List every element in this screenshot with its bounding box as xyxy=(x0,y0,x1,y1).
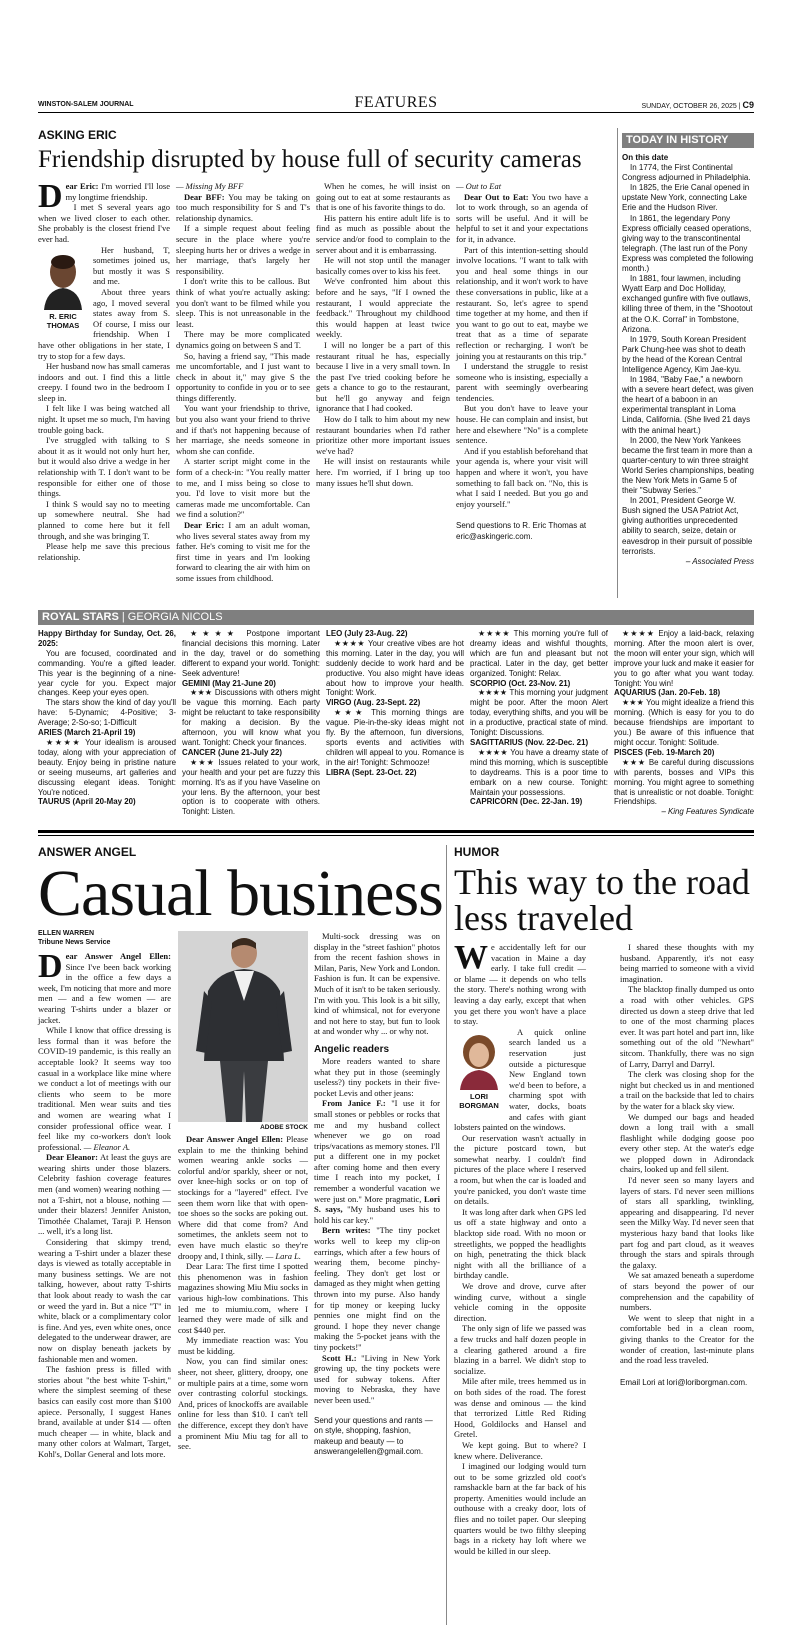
humor-divider xyxy=(446,845,447,1625)
stars-col-2 xyxy=(182,629,320,817)
letter2-lead: Dear Eric: xyxy=(184,520,225,530)
reply1-lead: Dear BFF: xyxy=(184,191,225,202)
humor-p7: Mile after mile, trees hemmed us in on both sides of the road. The forest was dense and ominous — the kind that terrorized Little Red Riding Hood, Goldilocks and Hansel and Gretel. xyxy=(454,1376,586,1440)
asking-eric-headline: Friendship disrupted by house full of security cameras xyxy=(38,146,582,173)
author-photo-block xyxy=(38,248,88,331)
sign-taurus: TAURUS (April 20-May 20) xyxy=(38,797,136,807)
stars-col-4 xyxy=(470,629,608,807)
section-title: FEATURES xyxy=(354,94,438,111)
humor-p9: I imagined our lodging would turn out to be some grizzled old coot's ramshackle barn at the far back of his property. Amenities would include an outhouse with a creaky door, lots of flies and no toilet paper. Our sleeping quarters would be two filthy sleeping bags in a rickety hay loft where we would be killed in our sleep. xyxy=(454,1461,586,1556)
letter-p9: Please help me save this precious relationship. xyxy=(38,541,170,562)
history-title: TODAY IN HISTORY xyxy=(622,133,754,148)
angel-p11: "I use it for small stones or pebbles or rocks that me and my husband collect whenever we go on road trips/vacations as memory stones. I'll put a different one in my pocket after coming home and then every time I reach into my pocket, I remember a wonderful vacation we were just on." More pragmatic, xyxy=(314,1098,440,1204)
photo-credit: ADOBE STOCK xyxy=(260,1124,308,1131)
angel-p2: While I know that office dressing is less formal than it was before the COVID-19 pandemic, is this really an acceptable look? It seems way too casual in a workplace like mine where we conduct a lot of meetings with our clients who seem to be more traditional. Men wear suits and ties and women are wearing what I consider professional office wear. I feel like my co-workers don't look professional. xyxy=(38,1025,171,1152)
humor-p10: I shared these thoughts with my husband. Apparently, it's not easy being married to someone with a vivid imagination. xyxy=(620,942,754,984)
stars-bday-head: Happy Birthday for Sunday, Oct. 26, 2025: xyxy=(38,629,176,648)
sign-leo: LEO (July 23-Aug. 22) xyxy=(326,629,408,638)
reading-taurus: ★★★★ Postpone important financial decisions this morning. Later in the day, travel or do something different to expand your world. Tonight: Seek adventure! xyxy=(182,629,320,678)
history-item: In 1825, the Erie Canal opened in upstate New York, connecting Lake Erie and the Hudson River. xyxy=(622,183,750,213)
reading-virgo: ★★★ This morning things are vague. Pie-in-the-sky ideas might not fly. By the afternoon, fun diversions, sports events and activities with children will appeal to you. Romance is in the air! Tonight: Schmooze! xyxy=(326,708,464,767)
stars-credit: – King Features Syndicate xyxy=(661,807,754,817)
letter2-p3: His pattern his entire adult life is to find as much as possible about the service and/or food to complain to the server about and it is embarrassing. xyxy=(316,212,450,255)
eric-col-4 xyxy=(456,181,588,543)
letter-lead: ear Eric: xyxy=(65,181,99,191)
reading-sagittarius: ★★★★ You have a dreamy state of mind this morning, which is susceptible to daydreams. This is a poor time to embark on a new course. Tonight: Maintain your possessions. xyxy=(470,747,608,797)
reply-p2: If a simple request about feeling secure in the place where you're sleeping hurts her or drives a wedge in her marriage, that's largely her responsibility. xyxy=(176,223,310,276)
angel-reply1: At least the guys are wearing shirts under those blazers. Celebrity fashion coverage features men (and women) wearing nothing — not a T-shirt, not a blouse, nothing — under their blazers! Jennifer Aniston, Timothée Chalamet, Taraji P. Henson ... well, it's a long list. xyxy=(38,1152,172,1237)
angel-sign-1: — Eleanor A. xyxy=(83,1141,131,1152)
history-credit: – Associated Press xyxy=(685,556,754,566)
stars-bday: You are focused, coordinated and commanding. You're a gifted leader. This year is the beginning of a nine-year cycle for you. Expect major changes. Keep your eyes open. xyxy=(38,648,176,698)
history-item: In 1881, four lawmen, including Wyatt Earp and Doc Holliday, exchanged gunfire with five outlaws, killing three of them, in the "Shootout at the O.K. Corral" in Tombstone, Arizona. xyxy=(622,274,753,334)
angel-p13: "The tiny pocket works well to keep my clip-on earrings, which after a few hours of wearing them, become pinchy-feeling. They don't get lost or damaged as they might when getting thrown into my purse. Also handy for tip money or keeping lucky pennies one might find on the ground. I hope they never change making the 5-pocket jeans with the tiny pockets!" xyxy=(314,1225,440,1352)
author-photo-block-lori xyxy=(454,1030,504,1111)
stars-col-5 xyxy=(614,629,754,817)
humor-p13: We dumped our bags and headed down a long trail with a small flashlight while dodging goose poo every other step. At the water's edge we plopped down in Adirondack chairs, looked up and fell silent. xyxy=(620,1111,754,1175)
reading-capricorn: ★★★★ Enjoy a laid-back, relaxing morning. After the moon alert is over, the moon will enter your sign, which will improve your luck and make it easier for you to go after what you want today. Tonight: You win! xyxy=(614,629,754,688)
reply1: You may be taking on too much responsibility for S and T's relationship dynamics. xyxy=(176,191,310,223)
letter-p8: I think S would say no to meeting up somewhere neutral. She had planned to come here but it fell through, and she was bringing T. xyxy=(38,498,170,541)
reply-p4: There may be more complicated dynamics going on between S and T. xyxy=(176,329,310,350)
sign-aquarius: AQUARIUS (Jan. 20-Feb. 18) xyxy=(614,688,721,698)
humor-p12: The clerk was closing shop for the night but checked us in and mentioned a trail on the backside that led to chairs by the water for a black sky view. xyxy=(620,1069,754,1111)
reading-pisces: ★★★ Be careful during discussions with parents, bosses and VIPs this morning. You might agree to something that is unrealistic or not doable. Tonight: Friendships. xyxy=(614,757,754,807)
humor-p2: A quick online search landed us a reservation just outside a picturesque New England town we'd been to before, a charming spot with water, docks, boats and cafes with giant lobsters painted on the windows. xyxy=(454,1026,586,1133)
history-item: In 1984, "Baby Fae," a newborn with a severe heart defect, was given the heart of a baboon in an experimental transplant in Loma Linda, California. (She lived 21 days with the animal heart.) xyxy=(622,375,754,435)
angel-col-2 xyxy=(178,1134,308,1452)
angel-col-1 xyxy=(38,930,171,1460)
angel-p4: The fashion press is filled with stories about "the best white T-shirt," where the simplest seeming of these basics can easily cost more than $100 apiece. Personally, I suggest Hanes brand, available at under $14 — often much cheaper — in white, black and many other colors at Walmart, Target, Kohl's, Dollar General and lots more. xyxy=(38,1364,171,1459)
letter-p1: I'm worried I'll lose my longtime friendship. xyxy=(65,181,170,202)
letter2-p7: How do I talk to him about my new restaurant boundaries when I'd rather prioritize other more important issues we've had? xyxy=(316,414,450,456)
reading-aquarius: ★★★ You might idealize a friend this morning. (Which is easy for you to do because friendships are important to you.) Be aware of this influence that might occur. Tonight: Solitude. xyxy=(614,698,754,747)
stars-banner-author: GEORGIA NICOLS xyxy=(127,611,223,623)
letter-p5: Her husband now has small cameras indoors and out. I find this a little creepy. I found two in the bedroom I sleep in. xyxy=(38,361,170,403)
letter-p7: I've struggled with talking to S about it as it would not only hurt her, but it would also drive a wedge in her relationship with T. I don't want to be responsible for either one of those things. xyxy=(38,435,170,499)
history-subhead: On this date xyxy=(622,153,669,162)
sign-pisces: PISCES (Feb. 19-March 20) xyxy=(614,747,715,757)
date-text: SUNDAY, OCTOBER 26, 2025 xyxy=(641,103,737,110)
humor-p11: The blacktop finally dumped us onto a road with other vehicles. GPS directed us down a steep drive that led to one of the most charming places ever. It was part hotel and part inn, like something out of the old "Newhart" sitcom. Thankfully, there was no sign of Larry, Darryl and Darryl. xyxy=(620,984,754,1069)
blazer-photo xyxy=(178,931,308,1122)
angel-p6: Dear Lara: The first time I spotted this phenomenon was in fashion magazines showing Miu Miu socks in various high-low combinations. This led me to miumiu.com, where I learned they were made of silk and cost $440 per. xyxy=(178,1261,308,1335)
humor-p1: e accidentally left for our vacation in Maine a day early. I take full credit — or blame — it depends on who tells the story. There's nothing wrong with leaving a day early, except that when you get there you won't have a place to stay. xyxy=(454,942,586,1027)
humor-col-1 xyxy=(454,939,586,1556)
author-photo-eric xyxy=(38,248,88,310)
angel-col-3 xyxy=(314,931,440,1458)
humor-p16: We went to sleep that night in a comfortable bed in a clean room, giving thanks to the Creator for the wonder of creation, last-minute plans and the road less traveled. xyxy=(620,1312,754,1366)
sign-aries: ARIES (March 21-April 19) xyxy=(38,728,136,738)
drop-cap: D xyxy=(38,948,63,985)
eric-col-3 xyxy=(316,181,450,488)
stars-col-3 xyxy=(326,629,464,778)
section-double-rule xyxy=(38,830,754,833)
angel-p10: More readers wanted to share what they put in those (seemingly useless?) tiny pockets in their five-pocket Levis and other jeans: xyxy=(314,1055,440,1098)
angel-p8: Now, you can find similar ones: sheer, not sheer, glittery, droopy, one or multiple pairs at a time, some worn over contrasting colorful stockings. And, prices of knockoffs are available online for less than $10. I can't tell the difference, except they don't have a prominent Miu Miu tag for all to see. xyxy=(178,1356,308,1452)
page-date: SUNDAY, OCTOBER 26, 2025 | C9 xyxy=(641,100,754,110)
angel-photo xyxy=(178,931,308,1122)
letter-sign-1: — Missing My BFF xyxy=(176,181,244,191)
reply2-lead: Dear Out to Eat: xyxy=(464,191,529,202)
author-name-eric: R. ERIC THOMAS xyxy=(46,312,80,331)
stars-key: The stars show the kind of day you'll have: 5-Dynamic; 4-Positive; 3-Average; 2-So-so; 1-Difficult xyxy=(38,698,176,728)
history-divider xyxy=(617,128,618,598)
angel-p9: Multi-sock dressing was on display in the "street fashion" photos from the recent fashion shows in Milan, Paris, New York and London. Fashion is fun. It can be expensive. Much of it isn't to be taken seriously. I'm with you. This look is a bit silly, kind of whimsical, not for everyone and not here to stay, but fun to look at and wonder why ... or why not. xyxy=(314,931,440,1037)
reader-bern: Bern writes: xyxy=(322,1225,371,1236)
answer-angel-headline: Casual business xyxy=(38,857,443,930)
angel-p14: "Living in New York growing up, the tiny pockets were used for subway tokens. After moving to Nebraska, they have never been used." xyxy=(314,1352,440,1405)
history-item: In 2000, the New York Yankees became the first team in more than a quarter-century to win three straight World Series championships, beating the New York Mets in Game 5 of their "Subway Series." xyxy=(622,435,754,496)
history-item: In 1979, South Korean President Park Chung-hee was shot to death by the head of the Korean Central Intelligence Agency, Kim Jae-kyu. xyxy=(622,334,747,374)
letter2-p5: We've confronted him about this before and he says, "If I owned the restaurant, I would appreciate the feedback." Throughout my childhood this would happen at least twice weekly. xyxy=(316,276,450,340)
eric-footer: Send questions to R. Eric Thomas at eric@askingeric.com. xyxy=(456,521,587,541)
sign-libra: LIBRA (Sept. 23-Oct. 22) xyxy=(326,767,417,777)
reply-p6: You want your friendship to thrive, but you also want your friend to thrive and if that's not happening because of her marriage, she needs someone in whom she can confide. xyxy=(176,403,310,456)
angel-p5: Please explain to me the thinking behind women wearing ankle socks — colorful and/or sparkly, sheer or not, over knee-high socks or on top of stockings for a "layered" effect. I've seen them worn like that with open-toe shoes so the socks are poking out. Where did that come from? And sometimes, the anklets seem not to even have much elastic so they're droopy and, I think, silly. xyxy=(178,1134,308,1261)
humor-col-2 xyxy=(620,942,754,1388)
reading-cancer: ★★★ Issues related to your work, your health and your pet are fuzzy this morning. It's as if you have Vaseline on your lens. By the afternoon, your best option is to cooperate with others. Tonight: Listen. xyxy=(182,757,320,817)
sign-gemini: GEMINI (May 21-June 20) xyxy=(182,678,276,688)
history-item: In 1861, the legendary Pony Express officially ceased operations, giving way to the transcontinental telegraph. (The last run of the Pony Express was completed the following month.) xyxy=(622,213,754,274)
letter2-p6: I will no longer be a part of this restaurant ritual he has, especially because I live in a very small town. In the past I've tried cooking before he gets a chance to go to the restaurant, but he'll go anyway and feign ignorance that I had cooked. xyxy=(316,339,450,414)
angel-p1: Since I've been back working in the office a few days a week, I'm noticing that more and more men — and a few women — are wearing T-shirts under a blazer or jacket. xyxy=(38,961,171,1025)
sign-virgo: VIRGO (Aug. 23-Sept. 22) xyxy=(326,698,421,708)
letter-p6: I felt like I was being watched all night. It upset me so much, I'm having trouble going back. xyxy=(38,403,170,435)
letter2-p1: I am an adult woman, who lives several states away from my father. He's coming to visit me for the first time in years and I'm looking forward to clearing the air with him on some issues from childhood. xyxy=(176,520,311,583)
drop-cap: D xyxy=(38,178,63,215)
humor-headline: This way to the road less traveled xyxy=(454,862,750,938)
letter2-p4: He will not stop until the manager basically comes over to kiss his feet. xyxy=(316,255,450,276)
history-item: In 2001, President George W. Bush signed the USA Patriot Act, giving authorities unprecedented ability to search, seize, detain or eavesdrop in their pursuit of possible terrorists. xyxy=(622,496,753,556)
reply2-p3: I understand the struggle to resist someone who is insisting, especially a parent with seemingly overbearing tendencies. xyxy=(456,361,588,403)
angel-sign-2: — Lara L. xyxy=(265,1250,301,1261)
asking-eric-kicker: ASKING ERIC xyxy=(38,128,117,142)
reader-scott: Scott H.: xyxy=(322,1352,357,1363)
sign-sagittarius: SAGITTARIUS (Nov. 22-Dec. 21) xyxy=(470,737,589,747)
reading-leo: ★★★★ Your creative vibes are hot this morning. Later in the day, you will suddenly decide to work hard and be productive. You also might have ideas about how to improve your health. Tonight: Work. xyxy=(326,638,464,698)
angel-reply1-lead: Dear Eleanor: xyxy=(46,1152,98,1163)
reply2-p4: But you don't have to leave your house. He can complain and insist, but here and elsewhere "No" is a complete sentence. xyxy=(456,403,588,446)
angel-byline-name: ELLEN WARREN xyxy=(38,930,94,937)
angel-lead: ear Answer Angel Ellen: xyxy=(65,951,171,961)
humor-kicker: HUMOR xyxy=(454,845,500,859)
angel-lead2: Dear Answer Angel Ellen: xyxy=(186,1134,284,1144)
angel-footer: Send your questions and rants — on style, shopping, fashion, makeup and beauty — to answerangelellen@gmail.com. xyxy=(314,1415,433,1457)
eric-col-2 xyxy=(176,181,310,584)
reader-janice: From Janice F.: xyxy=(322,1098,386,1109)
reply-p5: So, having a friend say, "This made me uncomfortable, and I just want to check in about it," may give S the opportunity to confide in you or to see things differently. xyxy=(176,350,310,403)
humor-p8: We kept going. But to where? I knew where. Deliverance. xyxy=(454,1439,586,1461)
letter-sign-2: — Out to Eat xyxy=(456,181,502,191)
section-thin-rule xyxy=(38,835,754,836)
reply2-p2: Part of this intention-setting should involve locations. "I want to talk with you and heal some things in our relationship, and it won't work to have these conversations in public, like at a restaurant. So, let's agree to spend time together at my home, and then if you want to go out to eat, maybe we treat that as a time of separate reflection or recharging. I won't be joining you at restaurants on this trip." xyxy=(456,244,588,361)
reply-p7: A starter script might come in the form of a check-in: "You really matter to me, and I miss being so close to you. I'd love to visit more but the cameras made me uncomfortable. Can we find a solution?" xyxy=(176,456,310,520)
angel-subhead: Angelic readers xyxy=(314,1043,390,1055)
letter-p4: About three years ago, I moved several states away from S. Of course, I miss our friendship. When I have other obligations in her state, I try to stop for a few days. xyxy=(38,286,170,361)
humor-p15: We sat amazed beneath a superdome of stars beyond the power of our comprehension and the capability of numbers. xyxy=(620,1270,754,1313)
page-number: C9 xyxy=(742,100,754,110)
reader-lori: Lori S. says, xyxy=(314,1193,441,1215)
reading-scorpio: ★★★★ This morning your judgment might be poor. After the moon Alert today, everything shifts, and you will be in a productive, practical state of mind. Tonight: Discussions. xyxy=(470,688,608,738)
eric-col-1 xyxy=(38,178,170,562)
reading-libra: ★★★★ This morning you're full of dreamy ideas and wishful thoughts, which are fun and pleasant but not practical. Later in the day, get better organized. Tonight: Relax. xyxy=(470,629,608,678)
angel-p12: "My husband uses his to hold his car key." xyxy=(314,1204,441,1225)
angel-p7: My immediate reaction was: You must be kidding. xyxy=(178,1335,308,1356)
author-name-lori: LORI BORGMAN xyxy=(459,1092,499,1111)
letter2-p2: When he comes, he will insist on going out to eat at some restaurants as that is one of his favorite things to do. xyxy=(316,181,450,213)
author-photo-lori xyxy=(454,1030,504,1090)
reply2-p5: And if you establish beforehand that your agenda is, where your visit will happen and where it won't, you have something to fall back on. "No, this is what I said I needed. But you go and enjoy yourself." xyxy=(456,445,588,509)
sign-cancer: CANCER (June 21-July 22) xyxy=(182,747,282,757)
humor-p5: We drove and drove, curve after winding curve, without a single vehicle coming in the opposite direction. xyxy=(454,1281,586,1323)
sign-capricorn: CAPRICORN (Dec. 22-Jan. 19) xyxy=(470,797,583,807)
stars-banner-title: ROYAL STARS xyxy=(42,611,119,623)
answer-angel-kicker: ANSWER ANGEL xyxy=(38,845,137,859)
stars-banner: ROYAL STARS | GEORGIA NICOLS xyxy=(38,610,754,625)
reply-p3: I don't write this to be callous. But think of what you're actually asking: you don't want to be filmed while you sleep. This is not unreasonable in the least. xyxy=(176,276,310,329)
humor-p6: The only sign of life we passed was a few trucks and half dozen people in a clearing gathered around a fire blazing in a barrel. We didn't stop to socialize. xyxy=(454,1323,586,1376)
humor-p4: It was long after dark when GPS led us off a state highway and onto a blacktop side road. With no moon or streetlights, we popped the headlights on high, penetrating the thick black night with all the brilliance of a birthday candle. xyxy=(454,1206,586,1281)
reading-aries: ★★★★ Your idealism is aroused today, along with your appreciation of beauty. Enjoy being in pristine nature or seeing museums, art galleries and discussing elegant ideas. Tonight: You're noticed. xyxy=(38,737,176,797)
history-body xyxy=(622,153,754,567)
history-item: In 1774, the First Continental Congress adjourned in Philadelphia. xyxy=(622,163,751,183)
stars-col-1 xyxy=(38,629,176,807)
humor-p3: Our reservation wasn't actually in the picture postcard town, but somewhat nearby. I couldn't find pictures of the place where I reserved a room, but when the car is loaded and you're panicked, you don't waste time on details. xyxy=(454,1132,586,1207)
letter2-p8: He will insist on restaurants while here. I'm worried, if I bring up too many issues he'll shut down. xyxy=(316,456,450,488)
letter-p2: I met S several years ago when we lived closer to each other. She probably is the closest friend I've ever had. xyxy=(38,202,170,244)
humor-p14: I'd never seen so many layers and layers of stars. I'd never seen millions of stars all sparkling, twinkling, appearing and disappearing. I'd never seen the Milky Way. I'd never seen that mysterious hazy band that looks like part fog and part cloud, as it weaves through the stars and spirals through the galaxy. xyxy=(620,1175,754,1270)
drop-cap: W xyxy=(454,939,488,976)
angel-byline-org: Tribune News Service xyxy=(38,939,111,946)
reply2: You two have a lot to work through, so an agenda of sorts will be useful. And it will be helpful to set it and your expectations for it, in advance. xyxy=(456,191,588,244)
angel-p3: Considering that skimpy trend, wearing a T-shirt under a blazer these days is viewed as totally acceptable in many business settings. We are not talking, however, about ratty T-shirts that look about ready to wash the car or weed the yard in. But a nice "T" in white, black or a complimentary color is fine. And yes, even white ones, once delegated to the underwear drawer, are now on display beneath jackets by fashionable men and women. xyxy=(38,1237,171,1364)
header-rule xyxy=(38,112,754,113)
humor-footer: Email Lori at lori@loriborgman.com. xyxy=(620,1377,748,1387)
letter-p3: Her husband, T, sometimes joined us, but mostly it was S and me. xyxy=(93,244,170,287)
reading-gemini: ★★★ Discussions with others might be vague this morning. Each party might be reluctant to take responsibility for making a decision. By the afternoon, you will know what you want. Tonight: Check your finances. xyxy=(182,688,320,747)
paper-name: WINSTON-SALEM JOURNAL xyxy=(38,101,134,108)
sign-scorpio: SCORPIO (Oct. 23-Nov. 21) xyxy=(470,678,571,688)
